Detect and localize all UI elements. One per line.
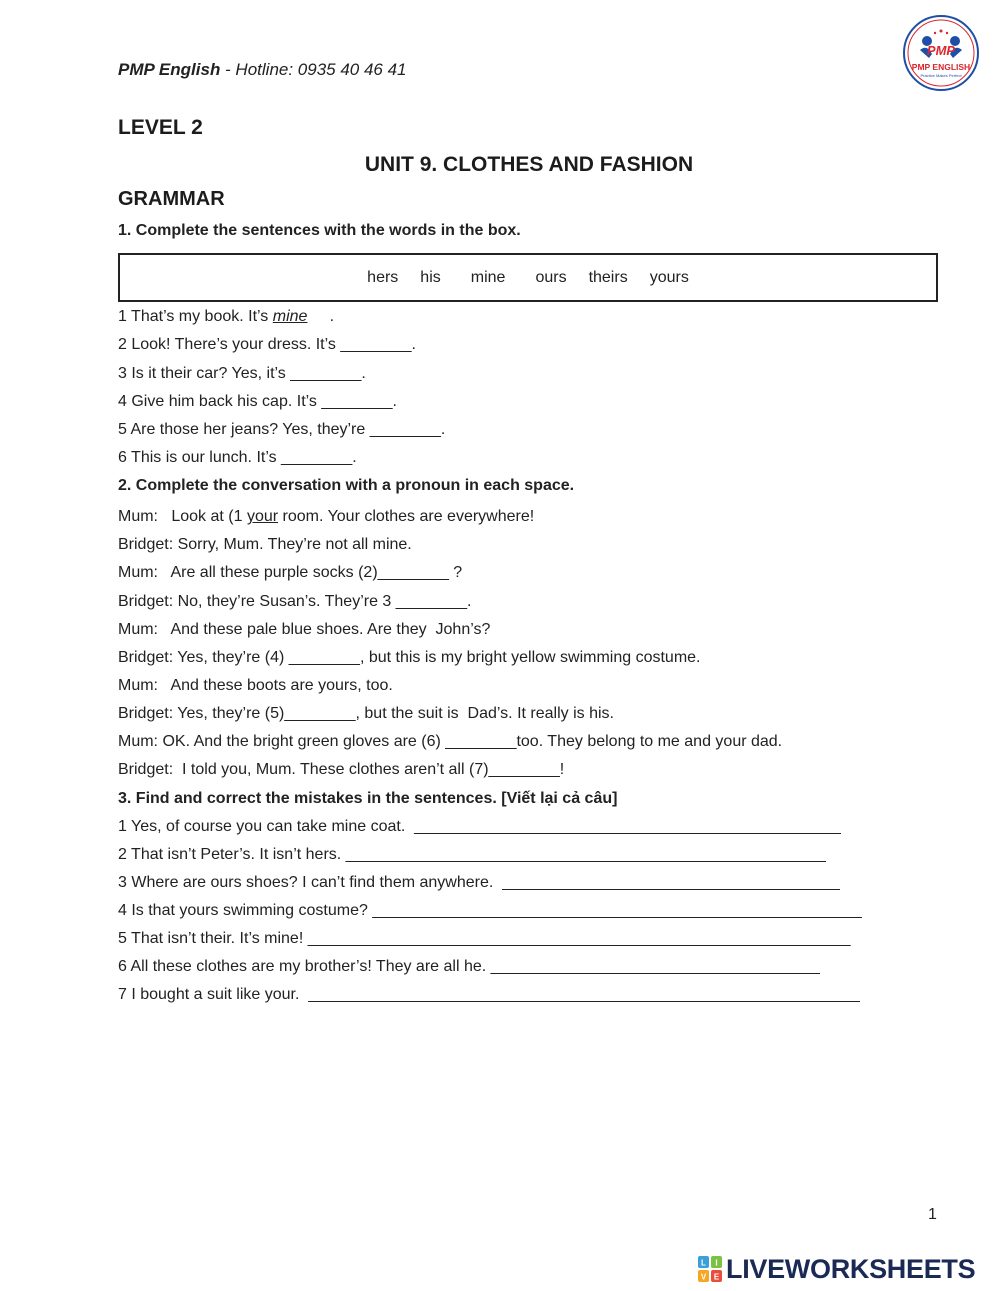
conversation-line: Mum: And these boots are yours, too. — [118, 677, 393, 694]
conversation-line: Bridget: No, they’re Susan’s. They’re 3 ________. — [118, 593, 472, 610]
liveworksheets-logo — [698, 1254, 975, 1284]
section-heading: GRAMMAR — [118, 188, 225, 210]
svg-text:Practice Makes Perfect: Practice Makes Perfect — [920, 73, 962, 78]
exercise-1-item: 6 This is our lunch. It’s ________. — [118, 449, 357, 466]
exercise-3-item: 3 Where are ours shoes? I can’t find them anywhere. ______________________________________ — [118, 874, 841, 891]
conversation-line: Bridget: Yes, they’re (4) ________, but this is my bright yellow swimming costume. — [118, 649, 701, 666]
exercise-1-item: 5 Are those her jeans? Yes, they’re ________. — [118, 421, 446, 438]
word-box-item: mine — [470, 268, 506, 286]
exercise-3-item: 1 Yes, of course you can take mine coat. ________________________________________________ — [118, 818, 842, 835]
exercise-3-item: 4 Is that yours swimming costume? _______________________________________________________ — [118, 902, 862, 919]
exercise-1-item: 4 Give him back his cap. It’s ________. — [118, 393, 397, 410]
example-answer: mine — [272, 308, 308, 325]
brand-name: PMP English — [118, 60, 221, 79]
logo-emblem-icon — [902, 14, 980, 92]
conversation-line: Bridget: I told you, Mum. These clothes aren’t all (7)________! — [118, 761, 565, 778]
pmp-logo — [902, 14, 980, 92]
svg-text:PMP ENGLISH: PMP ENGLISH — [911, 62, 971, 72]
word-box — [118, 253, 938, 302]
page-number: 1 — [928, 1206, 937, 1223]
liveworksheets-badge-icon — [698, 1256, 722, 1282]
svg-text:E: E — [713, 1272, 720, 1282]
svg-text:PMP: PMP — [926, 43, 956, 58]
conversation-line: Bridget: Yes, they’re (5)________, but the suit is Dad’s. It really is his. — [118, 705, 614, 722]
hotline: - Hotline: 0935 40 46 41 — [220, 60, 407, 79]
exercise-1-item: 1 That’s my book. It’s mine . — [118, 308, 335, 325]
word-box-item: ours — [535, 268, 567, 286]
word-box-item: theirs — [588, 268, 628, 286]
unit-title: UNIT 9. CLOTHES AND FASHION — [364, 153, 694, 176]
conversation-line: Mum: And these pale blue shoes. Are they John’s? — [118, 621, 491, 638]
word-box-item: his — [420, 268, 441, 286]
exercise-3-item: 2 That isn’t Peter’s. It isn’t hers. ______________________________________________________ — [118, 846, 827, 863]
exercise-2-title: 2. Complete the conversation with a pronoun in each space. — [118, 477, 575, 494]
exercise-1-item: 3 Is it their car? Yes, it’s ________. — [118, 365, 366, 382]
example-answer: your — [246, 508, 279, 525]
conversation-line: Mum: Are all these purple socks (2)________ ? — [118, 564, 463, 581]
conversation-line: Mum: OK. And the bright green gloves are (6) ________too. They belong to me and your dad. — [118, 733, 783, 750]
exercise-1-title: 1. Complete the sentences with the words in the box. — [118, 222, 521, 239]
word-box-item: hers — [367, 268, 399, 286]
level-heading: LEVEL 2 — [118, 116, 203, 139]
conversation-line: Bridget: Sorry, Mum. They’re not all mine. — [118, 536, 412, 553]
exercise-3-item: 5 That isn’t their. It’s mine! _____________________________________________________________ — [118, 930, 851, 947]
exercise-3-item: 6 All these clothes are my brother’s! They are all he. _____________________________________ — [118, 958, 820, 975]
svg-text:V: V — [700, 1272, 707, 1282]
exercise-3-title: 3. Find and correct the mistakes in the sentences. [Viết lại cả câu] — [118, 790, 618, 807]
exercise-1-item: 2 Look! There’s your dress. It’s ________. — [118, 336, 416, 353]
header-line — [118, 60, 407, 80]
svg-text:L: L — [701, 1258, 706, 1268]
svg-text:I: I — [715, 1258, 718, 1268]
conversation-line: Mum: Look at (1 your room. Your clothes are everywhere! — [118, 508, 535, 525]
liveworksheets-wordmark: LIVEWORKSHEETS — [726, 1253, 976, 1284]
word-box-item: yours — [649, 268, 689, 286]
exercise-3-item: 7 I bought a suit like your. ______________________________________________________________ — [118, 986, 861, 1003]
